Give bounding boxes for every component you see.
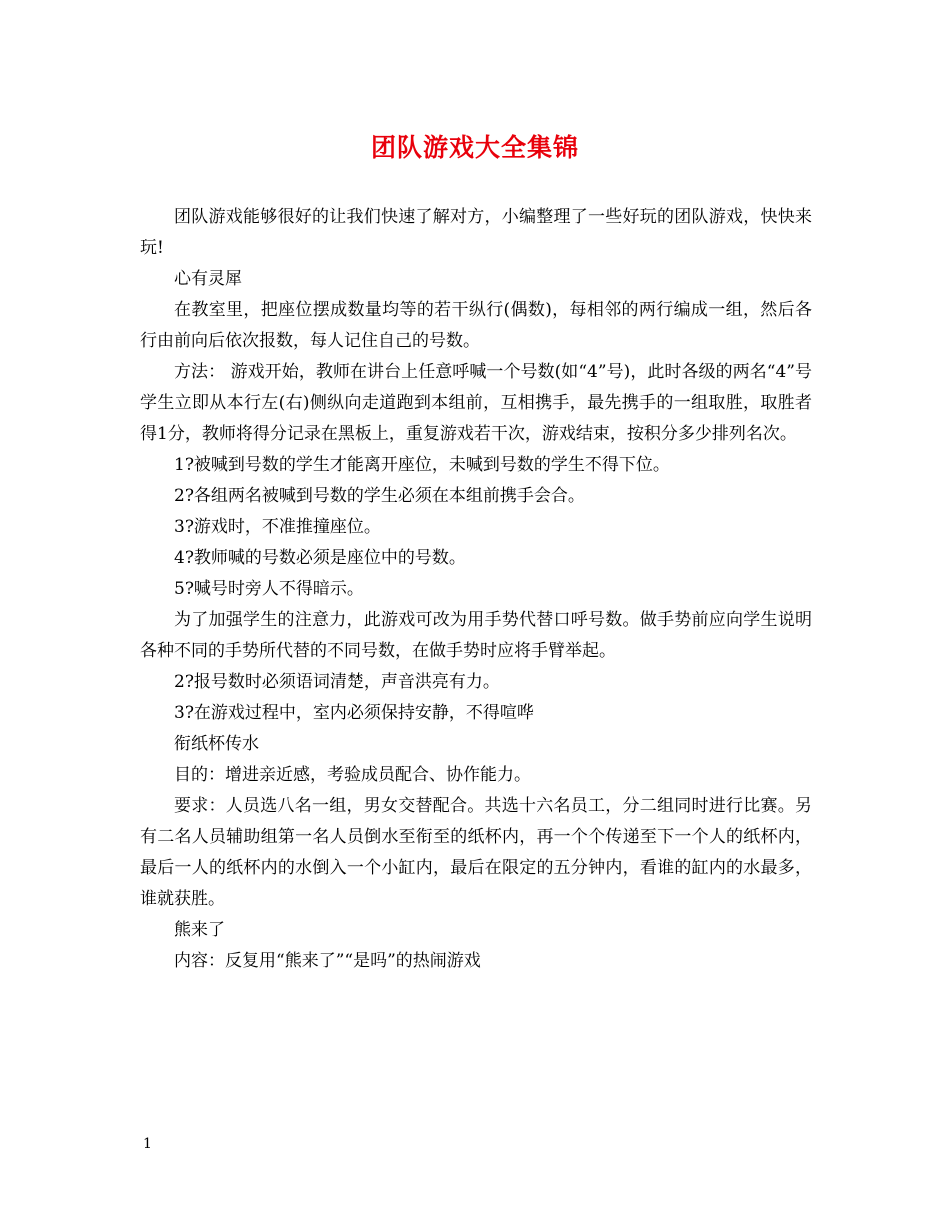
rule-item: 5?喊号时旁人不得暗示。 xyxy=(174,579,364,599)
page-number: 1 xyxy=(143,1136,152,1152)
document-body xyxy=(140,202,812,977)
rule-item: 2?各组两名被喊到号数的学生必须在本组前携手会合。 xyxy=(174,486,585,506)
rule-item: 4?教师喊的号数必须是座位中的号数。 xyxy=(174,548,466,568)
rule-item: 2?报号数时必须语词清楚，声音洪亮有力。 xyxy=(174,672,500,692)
paragraph: 团队游戏能够很好的让我们快速了解对方，小编整理了一些好玩的团队游戏，快快来玩! xyxy=(140,207,812,258)
section-heading-xian-zhi-bei: 衔纸杯传水 xyxy=(174,734,259,754)
rule-item: 3?游戏时，不准推撞座位。 xyxy=(174,517,381,537)
paragraph: 在教室里，把座位摆成数量均等的若干纵行(偶数)，每相邻的两行编成一组，然后各行由前向后依次报数，每人记住自己的号数。 xyxy=(140,300,812,351)
paragraph: 要求：人员选八名一组，男女交替配合。共选十六名员工，分二组同时进行比赛。另有二名人员辅助组第一名人员倒水至衔至的纸杯内，再一个个传递至下一个人的纸杯内，最后一人的纸杯内的水倒入一个小缸内，最后在限定的五分钟内，看谁的缸内的水最多，谁就获胜。 xyxy=(140,796,812,909)
rule-item: 3?在游戏过程中，室内必须保持安静，不得喧哗 xyxy=(174,703,534,723)
paragraph: 目的：增进亲近感，考验成员配合、协作能力。 xyxy=(174,765,531,785)
paragraph: 方法： 游戏开始，教师在讲台上任意呼喊一个号数(如“4”号)，此时各级的两名“4”号学生立即从本行左(右)侧纵向走道跑到本组前，互相携手，最先携手的一组取胜，取胜者得1分，教师将得分记录在黑板上，重复游戏若干次，游戏结束，按积分多少排列名次。 xyxy=(140,362,812,444)
paragraph: 内容：反复用“熊来了”“是吗”的热闹游戏 xyxy=(174,951,481,971)
paragraph: 为了加强学生的注意力，此游戏可改为用手势代替口呼号数。做手势前应向学生说明各种不同的手势所代替的不同号数，在做手势时应将手臂举起。 xyxy=(140,610,812,661)
rule-item: 1?被喊到号数的学生才能离开座位，未喊到号数的学生不得下位。 xyxy=(174,455,670,475)
section-heading-xin-you-ling-xi: 心有灵犀 xyxy=(174,269,242,289)
document-title: 团队游戏大全集锦 xyxy=(370,133,579,162)
section-heading-xiong-lai-le: 熊来了 xyxy=(174,920,225,940)
